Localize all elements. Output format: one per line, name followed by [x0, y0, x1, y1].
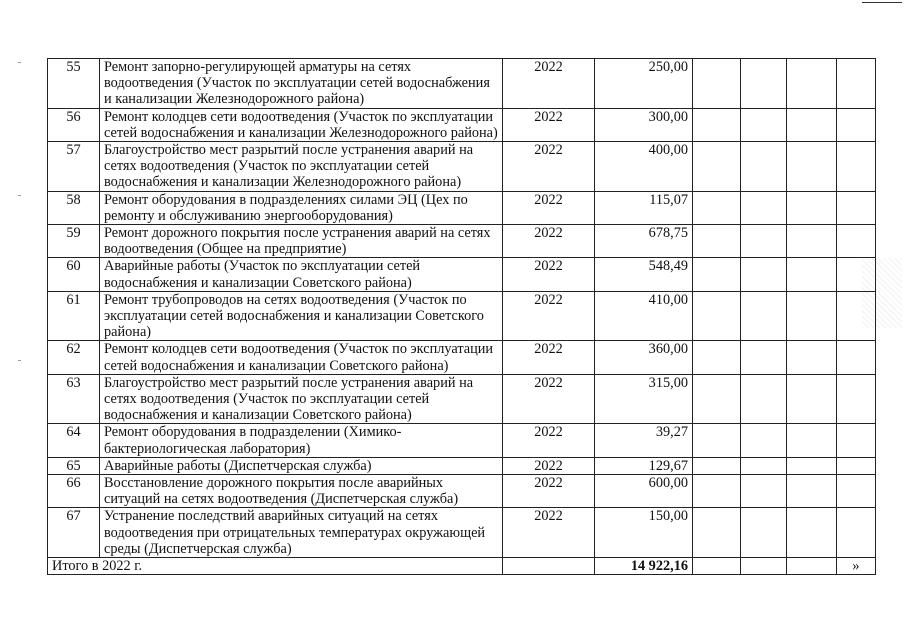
empty-cell: [741, 475, 787, 508]
empty-cell: [741, 457, 787, 474]
empty-cell: [741, 108, 787, 141]
total-year-cell: [503, 558, 595, 575]
empty-cell: [693, 258, 741, 291]
row-number: 55: [48, 59, 100, 109]
row-amount: 678,75: [595, 225, 693, 258]
empty-cell: [741, 341, 787, 374]
row-year: 2022: [503, 59, 595, 109]
empty-cell: [787, 374, 837, 424]
row-amount: 300,00: [595, 108, 693, 141]
empty-cell: [693, 424, 741, 457]
empty-cell: [787, 191, 837, 224]
budget-table: [47, 58, 876, 575]
table-row: [48, 142, 876, 192]
empty-cell: [787, 558, 837, 575]
row-amount: 600,00: [595, 475, 693, 508]
row-amount: 39,27: [595, 424, 693, 457]
table-row: [48, 424, 876, 457]
row-description: Благоустройство мест разрытий после устранения аварий на сетях водоотведения (Участок по эксплуатации сетей водоснабжения и канализации Советского района): [100, 374, 503, 424]
table-row: [48, 457, 876, 474]
empty-cell: [693, 457, 741, 474]
empty-cell: [693, 374, 741, 424]
total-label: Итого в 2022 г.: [48, 558, 503, 575]
empty-cell: [787, 424, 837, 457]
empty-cell: [837, 475, 876, 508]
row-number: 67: [48, 508, 100, 558]
empty-cell: [837, 424, 876, 457]
row-description: Ремонт оборудования в подразделении (Химико-бактериологическая лаборатория): [100, 424, 503, 457]
empty-cell: [837, 225, 876, 258]
row-number: 57: [48, 142, 100, 192]
row-amount: 129,67: [595, 457, 693, 474]
table-row: [48, 108, 876, 141]
row-year: 2022: [503, 108, 595, 141]
row-amount: 250,00: [595, 59, 693, 109]
empty-cell: [741, 191, 787, 224]
empty-cell: [787, 508, 837, 558]
row-year: 2022: [503, 191, 595, 224]
row-description: Ремонт трубопроводов на сетях водоотведения (Участок по эксплуатации сетей водоснабжения и канализации Советского района): [100, 291, 503, 341]
empty-cell: [693, 225, 741, 258]
row-year: 2022: [503, 225, 595, 258]
table-row: [48, 374, 876, 424]
empty-cell: [787, 457, 837, 474]
row-description: Восстановление дорожного покрытия после аварийных ситуаций на сетях водоотведения (Диспетчерская служба): [100, 475, 503, 508]
empty-cell: [837, 508, 876, 558]
table-row: [48, 291, 876, 341]
empty-cell: [837, 457, 876, 474]
empty-cell: [741, 225, 787, 258]
total-row: [48, 558, 876, 575]
row-description: Ремонт оборудования в подразделениях силами ЭЦ (Цех по ремонту и обслуживанию энергооборудования): [100, 191, 503, 224]
row-description: Аварийные работы (Диспетчерская служба): [100, 457, 503, 474]
empty-cell: [787, 341, 837, 374]
table-row: [48, 475, 876, 508]
table-body: [48, 59, 876, 558]
empty-cell: [693, 191, 741, 224]
row-number: 63: [48, 374, 100, 424]
empty-cell: [693, 508, 741, 558]
row-number: 62: [48, 341, 100, 374]
row-amount: 315,00: [595, 374, 693, 424]
empty-cell: [741, 558, 787, 575]
empty-cell: [837, 291, 876, 341]
empty-cell: [693, 558, 741, 575]
empty-cell: [837, 59, 876, 109]
row-description: Благоустройство мест разрытий после устранения аварий на сетях водоотведения (Участок по эксплуатации сетей водоснабжения и канализации Железнодорожного района): [100, 142, 503, 192]
row-year: 2022: [503, 142, 595, 192]
empty-cell: [837, 108, 876, 141]
table-row: [48, 341, 876, 374]
row-number: 60: [48, 258, 100, 291]
table-row: [48, 258, 876, 291]
empty-cell: [693, 291, 741, 341]
row-description: Ремонт дорожного покрытия после устранения аварий на сетях водоотведения (Общее на предприятие): [100, 225, 503, 258]
row-amount: 360,00: [595, 341, 693, 374]
empty-cell: [741, 508, 787, 558]
empty-cell: [741, 142, 787, 192]
row-amount: 400,00: [595, 142, 693, 192]
row-year: 2022: [503, 258, 595, 291]
empty-cell: [693, 142, 741, 192]
empty-cell: [741, 291, 787, 341]
empty-cell: [787, 291, 837, 341]
row-description: Ремонт колодцев сети водоотведения (Участок по эксплуатации сетей водоснабжения и канализации Железнодорожного района): [100, 108, 503, 141]
empty-cell: [837, 191, 876, 224]
empty-cell: [693, 59, 741, 109]
empty-cell: [787, 142, 837, 192]
table-row: [48, 225, 876, 258]
row-description: Ремонт колодцев сети водоотведения (Участок по эксплуатации сетей водоснабжения и канализации Советского района): [100, 341, 503, 374]
row-number: 65: [48, 457, 100, 474]
row-year: 2022: [503, 374, 595, 424]
empty-cell: [787, 59, 837, 109]
total-mark: »: [837, 558, 876, 575]
row-number: 58: [48, 191, 100, 224]
row-amount: 115,07: [595, 191, 693, 224]
empty-cell: [787, 258, 837, 291]
row-year: 2022: [503, 475, 595, 508]
empty-cell: [837, 258, 876, 291]
empty-cell: [787, 108, 837, 141]
row-amount: 548,49: [595, 258, 693, 291]
page-top-rule: [862, 2, 902, 3]
row-number: 59: [48, 225, 100, 258]
total-amount: 14 922,16: [595, 558, 693, 575]
empty-cell: [741, 258, 787, 291]
row-amount: 410,00: [595, 291, 693, 341]
empty-cell: [787, 475, 837, 508]
row-number: 61: [48, 291, 100, 341]
empty-cell: [693, 475, 741, 508]
row-description: Устранение последствий аварийных ситуаций на сетях водоотведения при отрицательных температурах окружающей среды (Диспетчерская служба): [100, 508, 503, 558]
table-row: [48, 59, 876, 109]
empty-cell: [693, 108, 741, 141]
row-year: 2022: [503, 291, 595, 341]
row-number: 66: [48, 475, 100, 508]
table-row: [48, 191, 876, 224]
row-description: Аварийные работы (Участок по эксплуатации сетей водоснабжения и канализации Советского района): [100, 258, 503, 291]
empty-cell: [787, 225, 837, 258]
empty-cell: [693, 341, 741, 374]
row-year: 2022: [503, 508, 595, 558]
row-description: Ремонт запорно-регулирующей арматуры на сетях водоотведения (Участок по эксплуатации сетей водоснабжения и канализации Железнодорожного района): [100, 59, 503, 109]
row-year: 2022: [503, 341, 595, 374]
margin-mark: [18, 195, 21, 196]
row-year: 2022: [503, 424, 595, 457]
empty-cell: [837, 142, 876, 192]
empty-cell: [741, 374, 787, 424]
row-number: 56: [48, 108, 100, 141]
empty-cell: [741, 424, 787, 457]
empty-cell: [741, 59, 787, 109]
row-number: 64: [48, 424, 100, 457]
row-amount: 150,00: [595, 508, 693, 558]
margin-mark: [18, 62, 21, 63]
table-row: [48, 508, 876, 558]
empty-cell: [837, 374, 876, 424]
empty-cell: [837, 341, 876, 374]
row-year: 2022: [503, 457, 595, 474]
margin-mark: [18, 360, 21, 361]
